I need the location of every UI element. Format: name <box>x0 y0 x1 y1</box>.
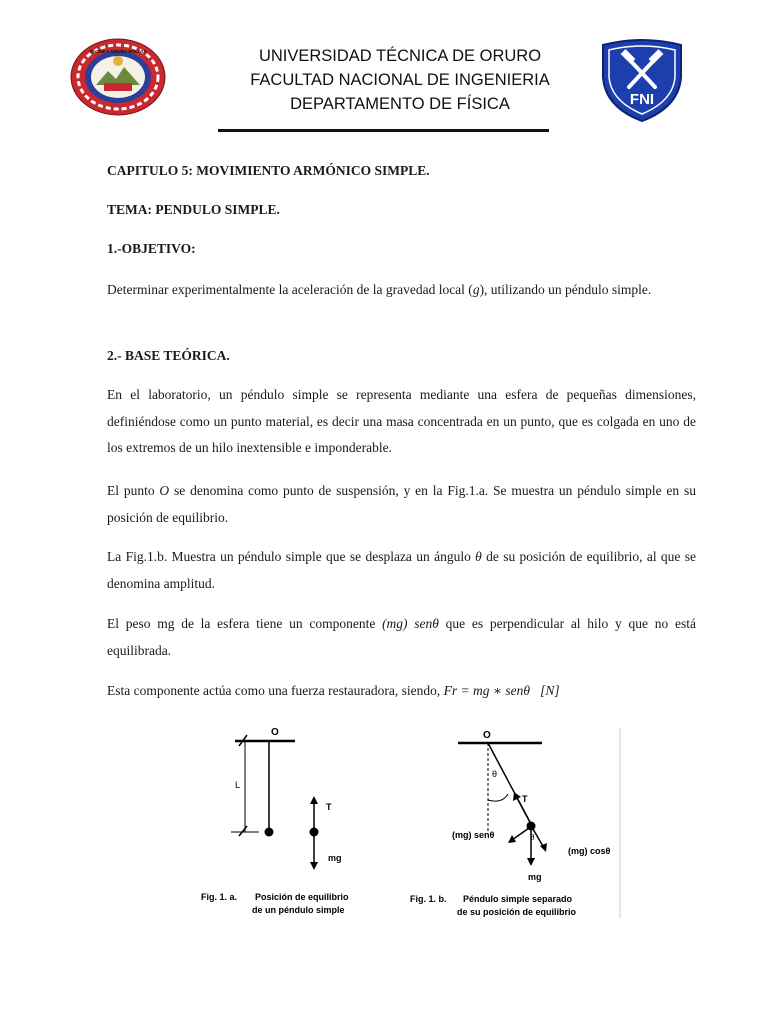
fig-a-label-o: O <box>271 727 279 738</box>
chapter-title: CAPITULO 5: MOVIMIENTO ARMÓNICO SIMPLE. <box>107 163 430 178</box>
objective-heading: 1.-OBJETIVO: <box>107 241 196 256</box>
fni-shield-logo <box>597 37 687 123</box>
fig-b-label-t: T <box>522 794 528 804</box>
figure-1a-pendulum-equilibrium <box>195 722 395 922</box>
university-name: UNIVERSIDAD TÉCNICA DE ORURO <box>258 47 542 65</box>
fig-b-label-theta-top: θ <box>492 769 498 779</box>
fig-b-caption-prefix: Fig. 1. b. <box>410 894 447 904</box>
theory-paragraph-2: El punto O se denomina como punto de suspensión, y en la Fig.1.a. Se muestra un péndulo simple en su posición de equilibrio. <box>107 483 696 525</box>
fig-b-label-mg: mg <box>528 872 542 882</box>
fig-b-caption-line1: Péndulo simple separado <box>463 894 573 904</box>
theory-paragraph-5: Esta componente actúa como una fuerza restauradora, siendo, Fr = mg ∗ senθ [N] <box>107 683 560 698</box>
fig-a-caption-line1: Posición de equilibrio <box>255 892 349 902</box>
fig-a-caption-prefix: Fig. 1. a. <box>201 892 238 902</box>
theory-paragraph-4: El peso mg de la esfera tiene un componente (mg) senθ que es perpendicular al hilo y que no está equilibrada. <box>107 616 696 658</box>
fig-a-label-t: T <box>326 802 332 812</box>
seal-text: TÉCNICA ORURO BOLIVIA <box>89 49 147 54</box>
theory-paragraph-1: En el laboratorio, un péndulo simple se representa mediante una esfera de pequeñas dimensiones, definiéndose como un punto material, es decir una masa concentrada en un punto, que es colgada en uno de los extremos de un hilo inextensible e imponderable. <box>107 387 696 455</box>
fig-a-label-l: L <box>235 780 241 790</box>
fni-text: FNI <box>629 91 655 108</box>
department-name: DEPARTAMENTO DE FÍSICA <box>290 95 510 113</box>
theory-heading: 2.- BASE TEÓRICA. <box>107 348 230 363</box>
theory-paragraph-3: La Fig.1.b. Muestra un péndulo simple que se desplaza un ángulo θ de su posición de equilibrio, al que se denomina amplitud. <box>107 549 696 591</box>
fig-b-caption-line2: de su posición de equilibrio <box>457 907 577 917</box>
fig-a-caption-line2: de un péndulo simple <box>252 905 345 915</box>
topic-title: TEMA: PENDULO SIMPLE. <box>107 202 280 217</box>
fig-a-label-mg: mg <box>328 853 342 863</box>
fig-b-label-o: O <box>483 730 491 741</box>
faculty-name: FACULTAD NACIONAL DE INGENIERIA <box>250 71 550 89</box>
fig-b-label-theta-ball: θ <box>530 833 535 842</box>
objective-paragraph: Determinar experimentalmente la aceleración de la gravedad local (g), utilizando un péndulo simple. <box>107 282 652 297</box>
fig-b-label-mg-sen: (mg) senθ <box>452 830 495 840</box>
figure-1b-pendulum-displaced <box>400 722 628 924</box>
institution-header <box>200 44 600 116</box>
university-seal-logo <box>68 37 168 117</box>
fig-b-label-mg-cos: (mg) cosθ <box>568 846 611 856</box>
header-divider <box>218 129 549 132</box>
